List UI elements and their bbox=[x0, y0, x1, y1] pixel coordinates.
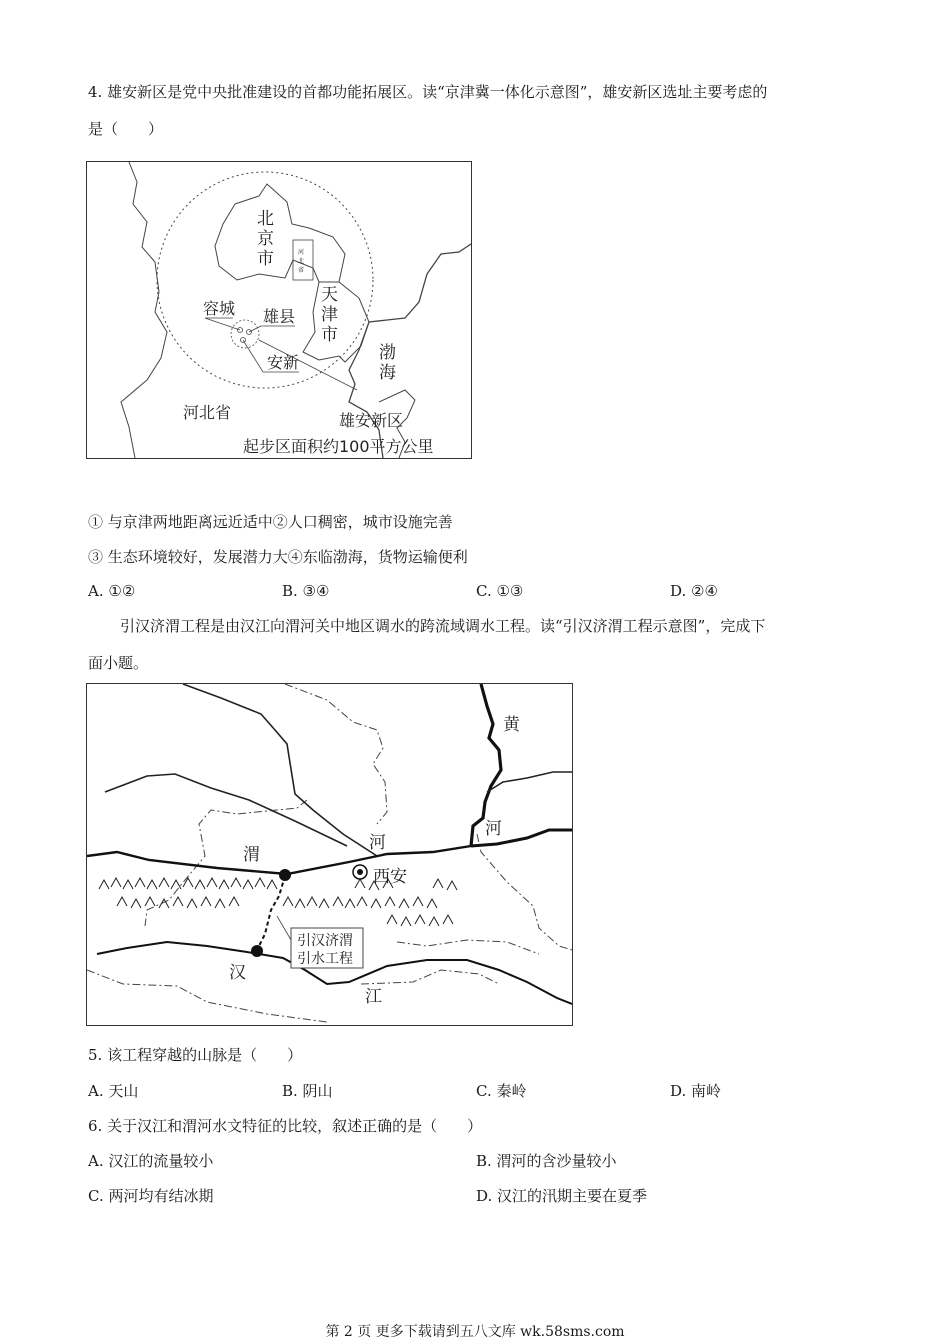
beijing-label: 北 京 市 bbox=[257, 209, 274, 269]
q5-stem: 5. 该工程穿越的山脉是（ ） bbox=[88, 1046, 303, 1064]
area-note-label: 起步区面积约100平方公里 bbox=[243, 437, 434, 456]
q5-option-b[interactable]: B. 阴山 bbox=[282, 1082, 333, 1100]
q4-stem-line1: 4. 雄安新区是党中央批准建设的首都功能拓展区。读“京津冀一体化示意图”，雄安新区选址主要考虑的 bbox=[88, 83, 768, 101]
page-footer: 第 2 页 更多下载请到五八文库 wk.58sms.com bbox=[325, 1324, 625, 1340]
han-source-dot bbox=[251, 945, 263, 957]
xian-label: 西安 bbox=[373, 867, 407, 887]
q5-option-d[interactable]: D. 南岭 bbox=[670, 1082, 722, 1100]
dotted-range-circle bbox=[157, 172, 373, 388]
wei-label: 渭 bbox=[243, 845, 260, 865]
beijing-boundary bbox=[215, 184, 345, 282]
rongcheng-label: 容城 bbox=[203, 299, 236, 318]
q4-statements-line1: ① 与京津两地距离远近适中②人口稠密，城市设施完善 bbox=[88, 513, 453, 531]
he-middle-label: 河 bbox=[369, 833, 386, 853]
jingjinji-map bbox=[86, 161, 472, 459]
diversion-route bbox=[257, 876, 285, 950]
tributary-west bbox=[105, 774, 347, 846]
q6-option-a[interactable]: A. 汉江的流量较小 bbox=[88, 1152, 214, 1170]
bohai-label: 渤 海 bbox=[379, 343, 396, 383]
hebei-label: 河北省 bbox=[183, 403, 232, 422]
boundary-line-3 bbox=[477, 834, 572, 950]
q4-option-b[interactable]: B. ③④ bbox=[282, 582, 330, 600]
huang-label: 黄 bbox=[503, 715, 520, 735]
yinhan-jiwei-map bbox=[86, 683, 573, 1026]
project-leader bbox=[277, 916, 291, 940]
xiongan-label: 雄安新区 bbox=[339, 411, 404, 430]
rongcheng-leader bbox=[205, 318, 240, 330]
boundary-line-5 bbox=[361, 970, 499, 984]
boundary-line-4 bbox=[87, 970, 327, 1022]
hebei-enclave-label: 河 北 省 bbox=[298, 249, 305, 274]
province-border-west bbox=[121, 162, 167, 458]
q4-option-d[interactable]: D. ②④ bbox=[670, 582, 718, 600]
q5-option-c[interactable]: C. 秦岭 bbox=[476, 1082, 527, 1100]
intro-line1: 引汉济渭工程是由汉江向渭河关中地区调水的跨流域调水工程。读“引汉济渭工程示意图”，完成下 bbox=[120, 617, 766, 635]
q5-option-a[interactable]: A. 天山 bbox=[88, 1082, 139, 1100]
intro-line2: 面小题。 bbox=[88, 654, 149, 672]
xian-marker-inner bbox=[357, 869, 363, 875]
q6-option-c[interactable]: C. 两河均有结冰期 bbox=[88, 1187, 214, 1205]
project-label-line2: 引水工程 bbox=[297, 951, 353, 967]
q4-option-c[interactable]: C. ①③ bbox=[476, 582, 524, 600]
han-label: 汉 bbox=[229, 963, 246, 983]
he-right-label: 河 bbox=[485, 819, 502, 839]
q4-stem-line2: 是（ ） bbox=[88, 120, 164, 138]
tianjin-label: 天 津 市 bbox=[321, 285, 338, 345]
wei-river bbox=[87, 846, 471, 874]
q4-option-a[interactable]: A. ①② bbox=[88, 582, 136, 600]
anxin-label: 安新 bbox=[267, 353, 300, 372]
jiang-label: 江 bbox=[365, 987, 382, 1007]
tributary-north bbox=[183, 684, 377, 856]
q4-statements-line2: ③ 生态环境较好，发展潜力大④东临渤海，货物运输便利 bbox=[88, 548, 468, 566]
project-label-line1: 引汉济渭 bbox=[297, 933, 353, 949]
q6-option-d[interactable]: D. 汉江的汛期主要在夏季 bbox=[476, 1187, 648, 1205]
xiongxian-label: 雄县 bbox=[263, 307, 296, 326]
boundary-line-6 bbox=[397, 940, 539, 954]
wei-intake-dot bbox=[279, 869, 291, 881]
boundary-line-1 bbox=[285, 684, 387, 824]
q6-option-b[interactable]: B. 渭河的含沙量较小 bbox=[476, 1152, 617, 1170]
q6-stem: 6. 关于汉江和渭河水文特征的比较，叙述正确的是（ ） bbox=[88, 1117, 483, 1135]
xiongxian-leader bbox=[249, 326, 295, 332]
